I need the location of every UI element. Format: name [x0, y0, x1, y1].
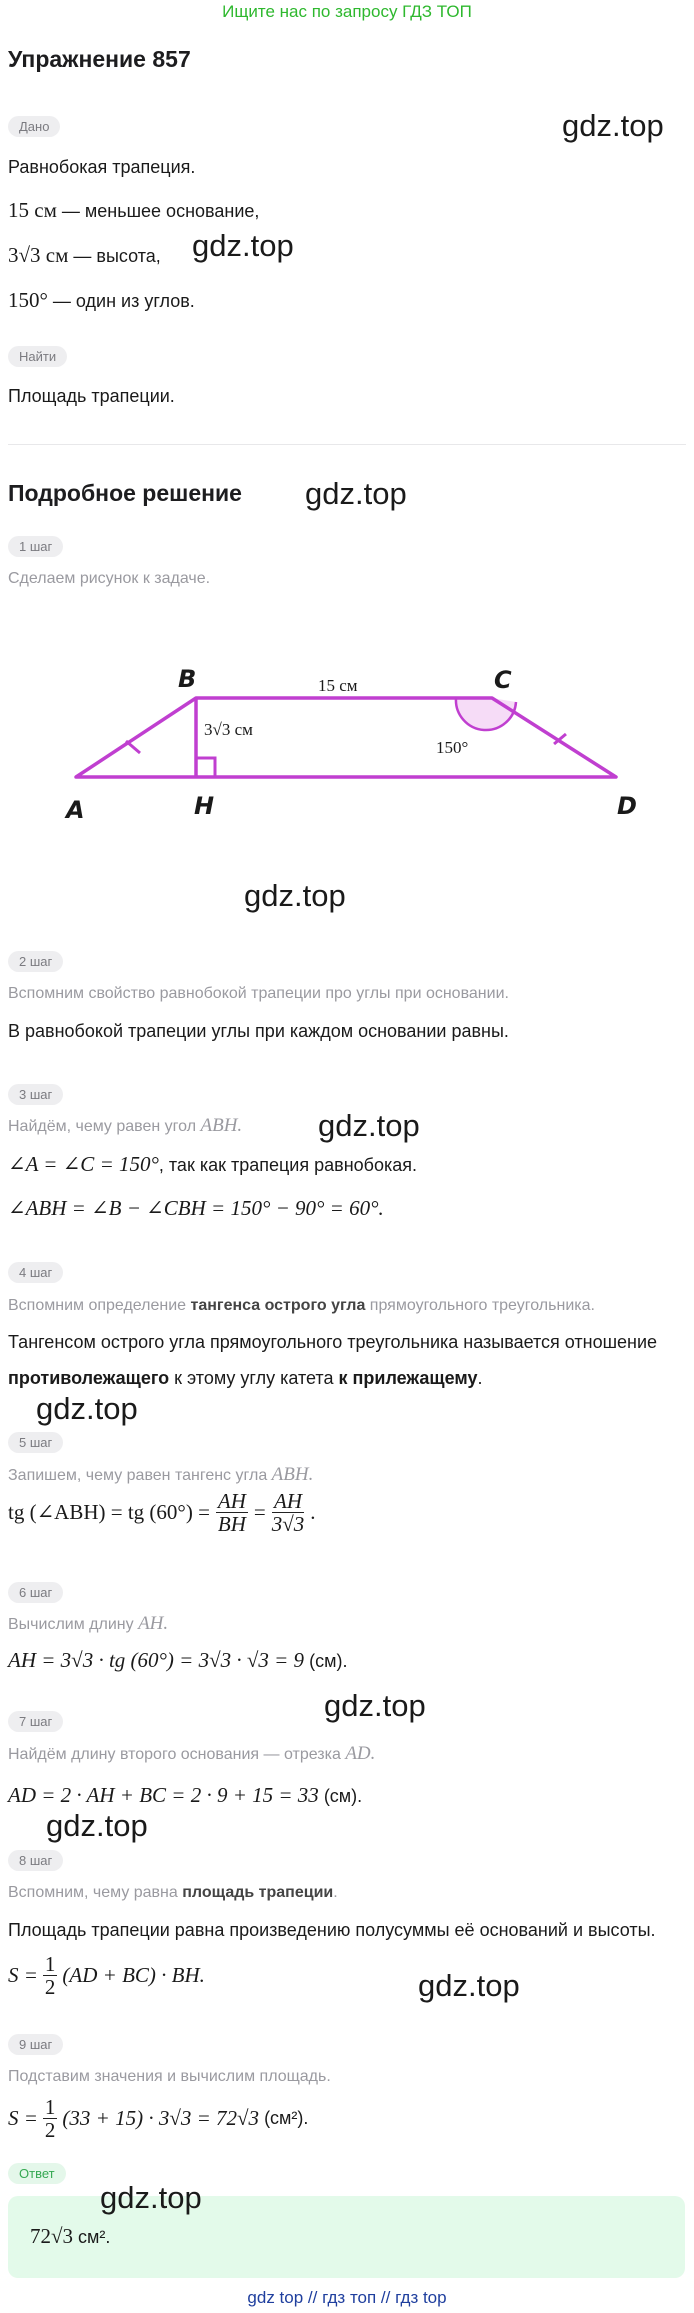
search-hint-link[interactable]: Ищите нас по запросу ГДЗ ТОП: [222, 2, 472, 21]
label-top-base: 15 см: [318, 676, 358, 695]
step-1-pill: 1 шаг: [8, 536, 63, 557]
step-4-text: Тангенсом острого угла прямоугольного треугольника называется отношение противолежащего к этому углу катета к прилежащему.: [8, 1332, 658, 1388]
step-4-intro: Вспомним определение тангенса острого угла прямоугольного треугольника.: [8, 1297, 595, 1314]
label-height: 3√3 см: [204, 720, 253, 739]
watermark: gdz.top: [36, 1391, 138, 1426]
label-angle: 150°: [436, 738, 469, 757]
step-9-intro: Подставим значения и вычислим площадь.: [8, 2068, 331, 2085]
step-8-intro: Вспомним, чему равна площадь трапеции.: [8, 1884, 338, 1901]
watermark: gdz.top: [418, 1968, 520, 2003]
step-9-formula: S = $\frac{1}{2}$ (33 + 15) · 3√3 = 72√3 (см²).: [8, 2095, 309, 2142]
label-b: B: [178, 665, 197, 693]
step-6-formula: AH = 3√3 · tg (60°) = 3√3 · √3 = 9 (см).: [8, 1648, 348, 1672]
angle-c-fill: [456, 698, 516, 730]
trapezoid-outline: [76, 698, 616, 777]
step-6-pill: 6 шаг: [8, 1582, 63, 1603]
given-line-2: 15 см — меньшее основание,: [8, 198, 260, 222]
step-7-formula: AD = 2 · AH + BC = 2 · 9 + 15 = 33 (см).: [8, 1783, 363, 1807]
solution-title: Подробное решение: [8, 480, 242, 506]
step-3-line-1: ∠A = ∠C = 150°, так как трапеция равнобокая.: [8, 1152, 417, 1176]
answer-value: 72√3 см².: [30, 2224, 111, 2248]
label-c: C: [494, 666, 512, 694]
watermark: gdz.top: [46, 1808, 148, 1843]
step-2-intro: Вспомним свойство равнобокой трапеции про углы при основании.: [8, 985, 509, 1002]
step-1-intro: Сделаем рисунок к задаче.: [8, 570, 211, 587]
watermark: gdz.top: [324, 1688, 426, 1723]
watermark: gdz.top: [244, 878, 346, 913]
step-3-pill: 3 шаг: [8, 1084, 63, 1105]
watermark: gdz.top: [192, 228, 294, 263]
given-line-4: 150° — один из углов.: [8, 288, 195, 312]
step-2-pill: 2 шаг: [8, 951, 63, 972]
bottom-links[interactable]: gdz top // гдз топ // гдз top: [247, 2288, 447, 2307]
step-3-intro: Найдём, чему равен угол ABH.: [8, 1115, 243, 1136]
given-line-3: 3√3 см — высота,: [8, 243, 161, 267]
step-2-text: В равнобокой трапеции углы при каждом основании равны.: [8, 1021, 509, 1041]
watermark: gdz.top: [100, 2180, 202, 2215]
step-5-formula: tg (∠ABH) = tg (60°) = $\frac{AH}{BH}$ = $\frac{AH}{3√3}$ .: [8, 1489, 316, 1536]
trapezoid-figure: [60, 650, 637, 830]
given-pill: Дано: [8, 116, 60, 137]
right-angle-mark: [196, 758, 215, 777]
step-8-text: Площадь трапеции равна произведению полусуммы её оснований и высоты.: [8, 1920, 656, 1940]
given-line-1: Равнобокая трапеция.: [8, 157, 196, 177]
step-5-pill: 5 шаг: [8, 1432, 63, 1453]
find-text: Площадь трапеции.: [8, 386, 175, 406]
divider: [8, 444, 686, 445]
step-7-intro: Найдём длину второго основания — отрезка AD.: [8, 1743, 376, 1764]
step-6-intro: Вычислим длину AH.: [8, 1613, 169, 1634]
step-7-pill: 7 шаг: [8, 1711, 63, 1732]
step-9-pill: 9 шаг: [8, 2034, 63, 2055]
find-pill: Найти: [8, 346, 67, 367]
label-h: H: [194, 792, 215, 820]
page-title: Упражнение 857: [8, 46, 191, 72]
watermark: gdz.top: [562, 108, 664, 143]
step-3-line-2: ∠ABH = ∠B − ∠CBH = 150° − 90° = 60°.: [8, 1196, 384, 1220]
step-8-pill: 8 шаг: [8, 1850, 63, 1871]
tick-ab: [126, 741, 140, 753]
step-8-formula: S = $\frac{1}{2}$ (AD + BC) · BH.: [8, 1952, 205, 1999]
answer-pill: Ответ: [8, 2163, 66, 2184]
step-5-intro: Запишем, чему равен тангенс угла ABH.: [8, 1464, 314, 1485]
label-d: D: [617, 792, 637, 820]
step-4-pill: 4 шаг: [8, 1262, 63, 1283]
watermark: gdz.top: [305, 476, 407, 511]
label-a: A: [66, 796, 85, 824]
watermark: gdz.top: [318, 1108, 420, 1143]
